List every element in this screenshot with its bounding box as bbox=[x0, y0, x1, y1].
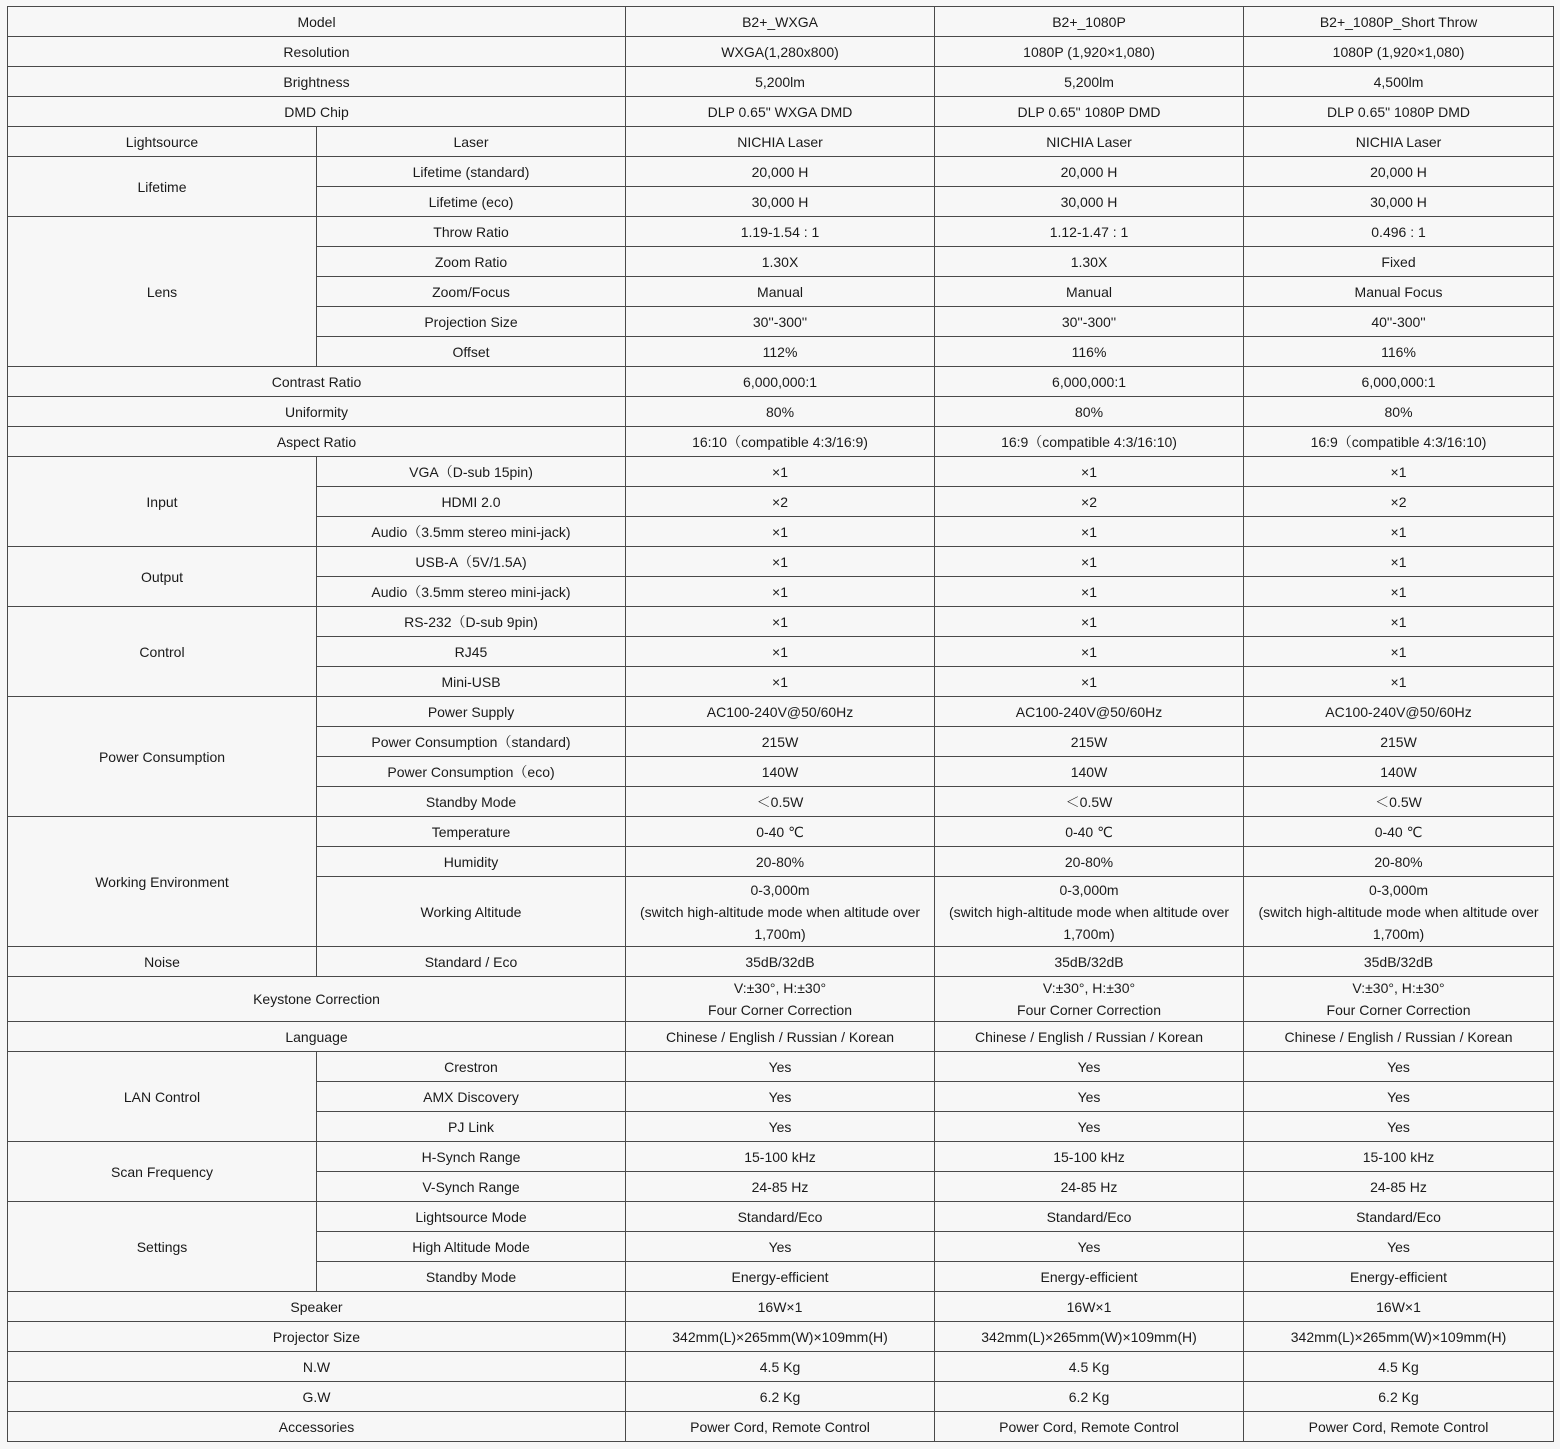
value-cell: WXGA(1,280x800) bbox=[626, 37, 935, 67]
value-cell: 16W×1 bbox=[1244, 1292, 1554, 1322]
value-line: Four Corner Correction bbox=[1017, 1002, 1161, 1018]
group-label: Power Consumption bbox=[8, 697, 317, 817]
value-cell: 30,000 H bbox=[626, 187, 935, 217]
value-cell: 1080P (1,920×1,080) bbox=[1244, 37, 1554, 67]
value-cell: Chinese / English / Russian / Korean bbox=[626, 1022, 935, 1052]
value-cell: 30,000 H bbox=[935, 187, 1244, 217]
value-cell: 6,000,000:1 bbox=[626, 367, 935, 397]
value-cell: 16W×1 bbox=[935, 1292, 1244, 1322]
table-row bbox=[8, 1352, 1554, 1382]
value-cell: ×1 bbox=[1244, 547, 1554, 577]
value-cell: 6.2 Kg bbox=[1244, 1382, 1554, 1412]
value-cell bbox=[1244, 977, 1554, 1022]
spec-label: Standby Mode bbox=[317, 1262, 626, 1292]
spec-label: Laser bbox=[317, 127, 626, 157]
value-cell: 30''-300'' bbox=[935, 307, 1244, 337]
value-line: (switch high-altitude mode when altitude over bbox=[1258, 903, 1539, 920]
value-cell: 40''-300'' bbox=[1244, 307, 1554, 337]
value-cell: 342mm(L)×265mm(W)×109mm(H) bbox=[1244, 1322, 1554, 1352]
value-cell: Fixed bbox=[1244, 247, 1554, 277]
value-line: (switch high-altitude mode when altitude over bbox=[639, 903, 921, 920]
value-cell: Energy-efficient bbox=[626, 1262, 935, 1292]
value-cell: 24-85 Hz bbox=[935, 1172, 1244, 1202]
group-label: Output bbox=[8, 547, 317, 607]
value-cell: 35dB/32dB bbox=[626, 947, 935, 977]
spec-label: Power Supply bbox=[317, 697, 626, 727]
value-cell: 16W×1 bbox=[626, 1292, 935, 1322]
model-label: Model bbox=[8, 7, 626, 37]
value-line: 1,700m) bbox=[1063, 925, 1115, 942]
spec-label: Working Altitude bbox=[317, 877, 626, 947]
value-cell: 4,500lm bbox=[1244, 67, 1554, 97]
spec-label: V-Synch Range bbox=[317, 1172, 626, 1202]
value-cell: ×2 bbox=[1244, 487, 1554, 517]
value-line: Four Corner Correction bbox=[1326, 1002, 1471, 1018]
value-cell: 20,000 H bbox=[626, 157, 935, 187]
value-cell: Energy-efficient bbox=[1244, 1262, 1554, 1292]
table-row bbox=[8, 67, 1554, 97]
spec-label: Zoom Ratio bbox=[317, 247, 626, 277]
spec-label: Power Consumption（eco) bbox=[317, 757, 626, 787]
value-line: (switch high-altitude mode when altitude over bbox=[948, 903, 1230, 920]
value-cell: ＜0.5W bbox=[1244, 787, 1554, 817]
table-row bbox=[8, 397, 1554, 427]
spec-label: Language bbox=[8, 1022, 626, 1052]
value-cell: ×1 bbox=[626, 457, 935, 487]
spec-label: AMX Discovery bbox=[317, 1082, 626, 1112]
value-cell: Manual bbox=[935, 277, 1244, 307]
group-label: LAN Control bbox=[8, 1052, 317, 1142]
value-cell: 1.19-1.54 : 1 bbox=[626, 217, 935, 247]
value-cell: Yes bbox=[626, 1082, 935, 1112]
spec-label: Zoom/Focus bbox=[317, 277, 626, 307]
value-line: V:±30°, H:±30° bbox=[1352, 980, 1445, 996]
spec-label: Projection Size bbox=[317, 307, 626, 337]
value-cell: ×1 bbox=[935, 577, 1244, 607]
value-cell: AC100-240V@50/60Hz bbox=[626, 697, 935, 727]
value-cell: Yes bbox=[626, 1052, 935, 1082]
value-cell: 342mm(L)×265mm(W)×109mm(H) bbox=[935, 1322, 1244, 1352]
spec-label: Standard / Eco bbox=[317, 947, 626, 977]
value-cell: 15-100 kHz bbox=[626, 1142, 935, 1172]
spec-label: Brightness bbox=[8, 67, 626, 97]
value-cell: Power Cord, Remote Control bbox=[935, 1412, 1244, 1442]
table-row bbox=[8, 427, 1554, 457]
spec-label: DMD Chip bbox=[8, 97, 626, 127]
value-cell: ×1 bbox=[935, 457, 1244, 487]
value-cell: 1.30X bbox=[626, 247, 935, 277]
value-cell: NICHIA Laser bbox=[935, 127, 1244, 157]
table-row bbox=[8, 127, 1554, 157]
value-cell: 4.5 Kg bbox=[935, 1352, 1244, 1382]
value-cell: 20-80% bbox=[935, 847, 1244, 877]
value-line: 0-3,000m bbox=[750, 881, 810, 898]
value-cell: Standard/Eco bbox=[1244, 1202, 1554, 1232]
spec-label: Audio（3.5mm stereo mini-jack) bbox=[317, 517, 626, 547]
spec-label: Crestron bbox=[317, 1052, 626, 1082]
table-row bbox=[8, 1022, 1554, 1052]
value-cell: ×1 bbox=[935, 667, 1244, 697]
value-cell: ×1 bbox=[626, 517, 935, 547]
value-cell: 1080P (1,920×1,080) bbox=[935, 37, 1244, 67]
value-cell: 140W bbox=[1244, 757, 1554, 787]
value-line: 1,700m) bbox=[1372, 925, 1425, 942]
spec-label: Speaker bbox=[8, 1292, 626, 1322]
value-cell: 20,000 H bbox=[1244, 157, 1554, 187]
spec-label: N.W bbox=[8, 1352, 626, 1382]
value-cell: 112% bbox=[626, 337, 935, 367]
table-row bbox=[8, 97, 1554, 127]
table-row bbox=[8, 1322, 1554, 1352]
model-name: B2+_1080P_Short Throw bbox=[1244, 7, 1554, 37]
table-row bbox=[8, 217, 1554, 247]
group-label: Control bbox=[8, 607, 317, 697]
group-label: Noise bbox=[8, 947, 317, 977]
group-label: Lifetime bbox=[8, 157, 317, 217]
value-cell: 1.30X bbox=[935, 247, 1244, 277]
value-cell: ×1 bbox=[935, 547, 1244, 577]
value-cell: ×1 bbox=[626, 547, 935, 577]
value-cell: Yes bbox=[1244, 1112, 1554, 1142]
value-line: 0-3,000m bbox=[1368, 881, 1429, 898]
value-cell: 215W bbox=[1244, 727, 1554, 757]
value-cell: 116% bbox=[935, 337, 1244, 367]
table-row bbox=[8, 37, 1554, 67]
value-cell: 6,000,000:1 bbox=[1244, 367, 1554, 397]
value-cell: ×1 bbox=[935, 517, 1244, 547]
value-line: 0-3,000m bbox=[1059, 881, 1119, 898]
value-cell bbox=[935, 977, 1244, 1022]
value-cell: Yes bbox=[1244, 1082, 1554, 1112]
spec-table-body bbox=[8, 7, 1554, 1442]
value-cell: 0-40 ℃ bbox=[626, 817, 935, 847]
value-cell: 80% bbox=[626, 397, 935, 427]
spec-label: Mini-USB bbox=[317, 667, 626, 697]
value-cell: Chinese / English / Russian / Korean bbox=[935, 1022, 1244, 1052]
spec-label: Accessories bbox=[8, 1412, 626, 1442]
value-line: Four Corner Correction bbox=[708, 1002, 852, 1018]
table-row bbox=[8, 1412, 1554, 1442]
value-cell: AC100-240V@50/60Hz bbox=[1244, 697, 1554, 727]
value-cell: Yes bbox=[1244, 1232, 1554, 1262]
table-row bbox=[8, 817, 1554, 847]
value-cell: 16:9（compatible 4:3/16:10) bbox=[1244, 427, 1554, 457]
group-label: Input bbox=[8, 457, 317, 547]
value-cell: 15-100 kHz bbox=[935, 1142, 1244, 1172]
value-cell: AC100-240V@50/60Hz bbox=[935, 697, 1244, 727]
spec-label: Offset bbox=[317, 337, 626, 367]
spec-label: Lifetime (eco) bbox=[317, 187, 626, 217]
spec-label: Lifetime (standard) bbox=[317, 157, 626, 187]
value-cell: ×1 bbox=[626, 577, 935, 607]
value-cell: ×1 bbox=[626, 607, 935, 637]
value-cell: 1.12-1.47 : 1 bbox=[935, 217, 1244, 247]
value-cell: ×1 bbox=[1244, 667, 1554, 697]
table-row bbox=[8, 977, 1554, 1022]
table-row bbox=[8, 1202, 1554, 1232]
value-cell: Yes bbox=[626, 1112, 935, 1142]
table-row bbox=[8, 1382, 1554, 1412]
value-cell: Power Cord, Remote Control bbox=[626, 1412, 935, 1442]
table-row bbox=[8, 607, 1554, 637]
value-cell: 6.2 Kg bbox=[626, 1382, 935, 1412]
value-cell: 6.2 Kg bbox=[935, 1382, 1244, 1412]
table-row bbox=[8, 697, 1554, 727]
value-cell: NICHIA Laser bbox=[626, 127, 935, 157]
value-cell: 80% bbox=[1244, 397, 1554, 427]
value-cell: 16:10（compatible 4:3/16:9) bbox=[626, 427, 935, 457]
value-cell: ×2 bbox=[935, 487, 1244, 517]
value-line: 1,700m) bbox=[754, 925, 806, 942]
model-name: B2+_1080P bbox=[935, 7, 1244, 37]
value-cell: 20-80% bbox=[626, 847, 935, 877]
table-row bbox=[8, 367, 1554, 397]
value-cell: 0.496 : 1 bbox=[1244, 217, 1554, 247]
spec-label: PJ Link bbox=[317, 1112, 626, 1142]
group-label: Scan Frequency bbox=[8, 1142, 317, 1202]
value-cell: 24-85 Hz bbox=[1244, 1172, 1554, 1202]
spec-label: G.W bbox=[8, 1382, 626, 1412]
value-cell: Yes bbox=[935, 1112, 1244, 1142]
spec-label: Power Consumption（standard) bbox=[317, 727, 626, 757]
value-cell: 15-100 kHz bbox=[1244, 1142, 1554, 1172]
value-cell: ×1 bbox=[1244, 637, 1554, 667]
table-row bbox=[8, 1052, 1554, 1082]
table-row bbox=[8, 1292, 1554, 1322]
spec-label: Standby Mode bbox=[317, 787, 626, 817]
spec-label: Humidity bbox=[317, 847, 626, 877]
value-cell: ×2 bbox=[626, 487, 935, 517]
value-cell: 30''-300'' bbox=[626, 307, 935, 337]
spec-label: Lightsource Mode bbox=[317, 1202, 626, 1232]
value-cell: 342mm(L)×265mm(W)×109mm(H) bbox=[626, 1322, 935, 1352]
value-cell: ×1 bbox=[1244, 517, 1554, 547]
table-row bbox=[8, 157, 1554, 187]
spec-label: Keystone Correction bbox=[8, 977, 626, 1022]
value-cell: 80% bbox=[935, 397, 1244, 427]
group-label: Lightsource bbox=[8, 127, 317, 157]
spec-label: Projector Size bbox=[8, 1322, 626, 1352]
model-name: B2+_WXGA bbox=[626, 7, 935, 37]
value-cell: Standard/Eco bbox=[935, 1202, 1244, 1232]
value-cell: ×1 bbox=[626, 637, 935, 667]
value-cell: 4.5 Kg bbox=[626, 1352, 935, 1382]
group-label: Lens bbox=[8, 217, 317, 367]
value-cell: 215W bbox=[626, 727, 935, 757]
table-row bbox=[8, 1142, 1554, 1172]
value-cell: Chinese / English / Russian / Korean bbox=[1244, 1022, 1554, 1052]
value-cell: ×1 bbox=[1244, 577, 1554, 607]
value-cell: Standard/Eco bbox=[626, 1202, 935, 1232]
value-cell: 4.5 Kg bbox=[1244, 1352, 1554, 1382]
table-row bbox=[8, 457, 1554, 487]
spec-label: HDMI 2.0 bbox=[317, 487, 626, 517]
value-line: V:±30°, H:±30° bbox=[733, 980, 827, 996]
value-cell: Energy-efficient bbox=[935, 1262, 1244, 1292]
value-cell: 5,200lm bbox=[626, 67, 935, 97]
table-row bbox=[8, 547, 1554, 577]
value-cell: 140W bbox=[626, 757, 935, 787]
value-cell: 20,000 H bbox=[935, 157, 1244, 187]
value-cell bbox=[626, 977, 935, 1022]
value-cell: ×1 bbox=[1244, 607, 1554, 637]
spec-label: H-Synch Range bbox=[317, 1142, 626, 1172]
value-cell: Manual bbox=[626, 277, 935, 307]
spec-label: High Altitude Mode bbox=[317, 1232, 626, 1262]
value-cell bbox=[1244, 877, 1554, 947]
table-row bbox=[8, 947, 1554, 977]
value-cell: DLP 0.65" WXGA DMD bbox=[626, 97, 935, 127]
spec-label: RS-232（D-sub 9pin) bbox=[317, 607, 626, 637]
spec-label: VGA（D-sub 15pin) bbox=[317, 457, 626, 487]
spec-label: RJ45 bbox=[317, 637, 626, 667]
spec-label: Aspect Ratio bbox=[8, 427, 626, 457]
value-cell: 16:9（compatible 4:3/16:10) bbox=[935, 427, 1244, 457]
value-cell: ×1 bbox=[935, 607, 1244, 637]
spec-label: Audio（3.5mm stereo mini-jack) bbox=[317, 577, 626, 607]
value-cell: 116% bbox=[1244, 337, 1554, 367]
value-cell: NICHIA Laser bbox=[1244, 127, 1554, 157]
value-cell: Manual Focus bbox=[1244, 277, 1554, 307]
header-row bbox=[8, 7, 1554, 37]
value-cell: 0-40 ℃ bbox=[935, 817, 1244, 847]
value-cell: Yes bbox=[935, 1052, 1244, 1082]
value-cell: Yes bbox=[935, 1082, 1244, 1112]
value-cell: 5,200lm bbox=[935, 67, 1244, 97]
spec-label: Uniformity bbox=[8, 397, 626, 427]
value-cell: Yes bbox=[935, 1232, 1244, 1262]
value-cell: 35dB/32dB bbox=[1244, 947, 1554, 977]
value-line: V:±30°, H:±30° bbox=[1042, 980, 1136, 996]
value-cell: 0-40 ℃ bbox=[1244, 817, 1554, 847]
value-cell: ×1 bbox=[935, 637, 1244, 667]
value-cell: 30,000 H bbox=[1244, 187, 1554, 217]
spec-label: USB-A（5V/1.5A) bbox=[317, 547, 626, 577]
value-cell: 215W bbox=[935, 727, 1244, 757]
value-cell: 24-85 Hz bbox=[626, 1172, 935, 1202]
value-cell: ＜0.5W bbox=[626, 787, 935, 817]
spec-label: Temperature bbox=[317, 817, 626, 847]
spec-label: Contrast Ratio bbox=[8, 367, 626, 397]
value-cell: Yes bbox=[1244, 1052, 1554, 1082]
value-cell: Yes bbox=[626, 1232, 935, 1262]
value-cell: Power Cord, Remote Control bbox=[1244, 1412, 1554, 1442]
value-cell: 35dB/32dB bbox=[935, 947, 1244, 977]
value-cell: 6,000,000:1 bbox=[935, 367, 1244, 397]
value-cell: ×1 bbox=[1244, 457, 1554, 487]
spec-label: Throw Ratio bbox=[317, 217, 626, 247]
value-cell bbox=[935, 877, 1244, 947]
value-cell: ＜0.5W bbox=[935, 787, 1244, 817]
value-cell: 140W bbox=[935, 757, 1244, 787]
value-cell: 20-80% bbox=[1244, 847, 1554, 877]
group-label: Settings bbox=[8, 1202, 317, 1292]
spec-table bbox=[7, 6, 1554, 1442]
spec-label: Resolution bbox=[8, 37, 626, 67]
group-label: Working Environment bbox=[8, 817, 317, 947]
value-cell: DLP 0.65" 1080P DMD bbox=[1244, 97, 1554, 127]
value-cell: ×1 bbox=[626, 667, 935, 697]
value-cell: DLP 0.65" 1080P DMD bbox=[935, 97, 1244, 127]
value-cell bbox=[626, 877, 935, 947]
